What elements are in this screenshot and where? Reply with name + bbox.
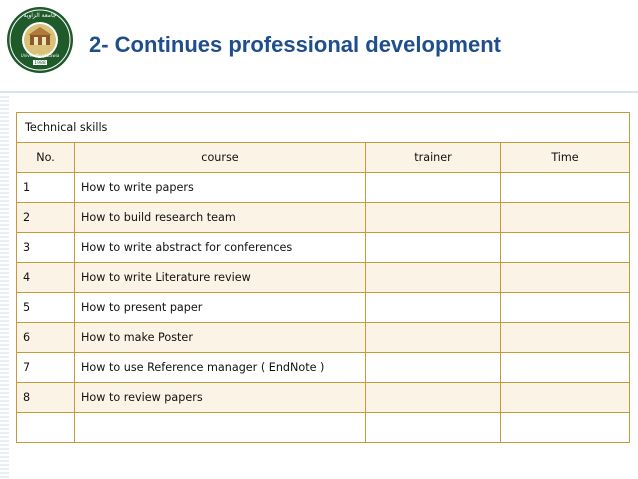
cell-course: How to build research team <box>75 203 366 233</box>
section-header-row <box>17 113 630 143</box>
cell-trainer <box>366 353 501 383</box>
cell-trainer <box>366 293 501 323</box>
university-logo <box>5 5 75 75</box>
cell-no <box>17 413 75 443</box>
logo-year: 1988 <box>34 61 46 66</box>
cell-no: 7 <box>17 353 75 383</box>
cell-no: 1 <box>17 173 75 203</box>
cell-course: How to make Poster <box>75 323 366 353</box>
table-row <box>17 383 630 413</box>
cell-trainer <box>366 323 501 353</box>
skills-table-container <box>16 112 629 443</box>
cell-time <box>501 203 630 233</box>
cell-no: 5 <box>17 293 75 323</box>
cell-time <box>501 293 630 323</box>
left-decorative-rail <box>0 96 9 479</box>
cell-trainer <box>366 233 501 263</box>
cell-trainer <box>366 173 501 203</box>
cell-course: How to write abstract for conferences <box>75 233 366 263</box>
logo-english-text: University of Zawia <box>20 53 60 58</box>
table-row <box>17 203 630 233</box>
column-header-course: course <box>75 143 366 173</box>
cell-time <box>501 173 630 203</box>
cell-no: 2 <box>17 203 75 233</box>
title-divider <box>0 91 638 93</box>
cell-course: How to write papers <box>75 173 366 203</box>
cell-trainer <box>366 203 501 233</box>
cell-time <box>501 323 630 353</box>
cell-trainer <box>366 263 501 293</box>
university-seal-icon <box>5 5 75 75</box>
cell-course: How to review papers <box>75 383 366 413</box>
table-row <box>17 353 630 383</box>
cell-time <box>501 233 630 263</box>
cell-course: How to use Reference manager ( EndNote ) <box>75 353 366 383</box>
column-header-row <box>17 143 630 173</box>
cell-time <box>501 383 630 413</box>
cell-course <box>75 413 366 443</box>
skills-table <box>16 112 630 443</box>
cell-time <box>501 353 630 383</box>
cell-trainer <box>366 413 501 443</box>
column-header-no: No. <box>17 143 75 173</box>
column-header-trainer: trainer <box>366 143 501 173</box>
section-label: Technical skills <box>17 113 630 143</box>
table-row <box>17 413 630 443</box>
cell-no: 6 <box>17 323 75 353</box>
slide-title: 2- Continues professional development <box>89 32 501 57</box>
table-row <box>17 293 630 323</box>
table-row <box>17 323 630 353</box>
cell-course: How to write Literature review <box>75 263 366 293</box>
table-row <box>17 173 630 203</box>
cell-no: 3 <box>17 233 75 263</box>
cell-no: 4 <box>17 263 75 293</box>
column-header-time: Time <box>501 143 630 173</box>
table-row <box>17 233 630 263</box>
cell-course: How to present paper <box>75 293 366 323</box>
cell-time <box>501 413 630 443</box>
cell-no: 8 <box>17 383 75 413</box>
cell-time <box>501 263 630 293</box>
cell-trainer <box>366 383 501 413</box>
table-row <box>17 263 630 293</box>
logo-arabic-text: جامعة الزاوية <box>23 12 57 19</box>
